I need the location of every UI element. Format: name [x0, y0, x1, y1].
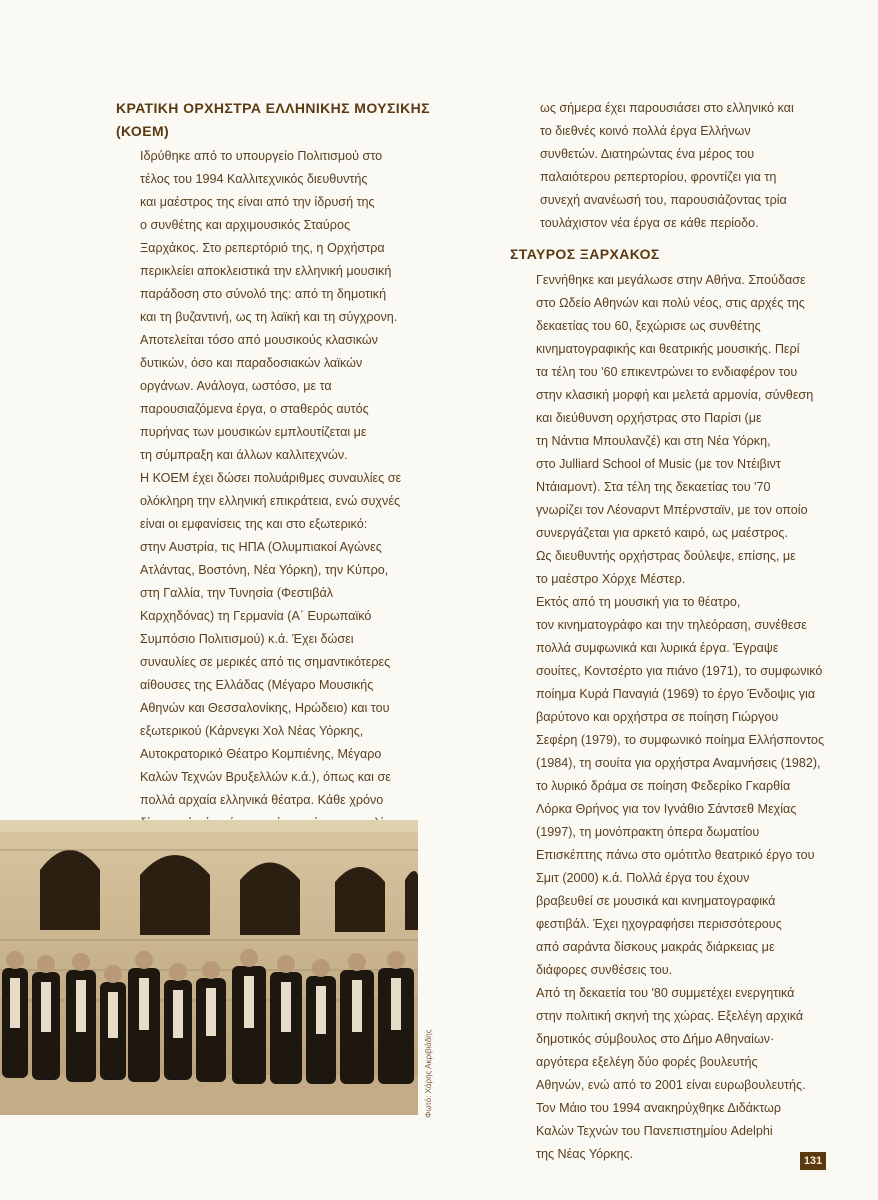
text-line: οργάνων. Ανάλογα, ωστόσο, με τα: [140, 379, 332, 393]
text-line: παράδοση στο σύνολό της: από τη δημοτική: [140, 287, 387, 301]
text-line: πολλά αρχαία ελληνικά θέατρα. Κάθε χρόνο: [140, 793, 384, 807]
text-line: Ξαρχάκος. Στο ρεπερτόριό της, η Ορχήστρα: [140, 241, 385, 255]
text-line: γνωρίζει τον Λέοναρντ Μπέρνσταϊν, με τον οποίο: [536, 503, 808, 517]
text-line: της Νέας Υόρκης.: [536, 1147, 634, 1161]
text-line: στην Αυστρία, τις ΗΠΑ (Ολυμπιακοί Αγώνες: [140, 540, 382, 554]
orchestra-photo-illustration: [0, 820, 418, 1115]
text-line: τη Νάντια Μπουλανζέ) και στη Νέα Υόρκη,: [536, 434, 771, 448]
text-line: είναι οι εμφανίσεις της και στο εξωτερικό:: [140, 517, 368, 531]
text-line: σουίτες, Κοντσέρτο για πιάνο (1971), το συμφωνικό: [536, 664, 823, 678]
text-line: τουλάχιστον νέα έργα σε κάθε περίοδο.: [540, 216, 759, 230]
text-line: Εκτός από τη μουσική για το θέατρο,: [536, 595, 741, 609]
text-line: Ντάιαμοντ). Στα τέλη της δεκαετίας του '70: [536, 480, 771, 494]
text-line: δυτικών, όσο και παραδοσιακών λαϊκών: [140, 356, 363, 370]
text-line: πυρήνας των μουσικών εμπλουτίζεται με: [140, 425, 367, 439]
text-line: το μαέστρο Χόρχε Μέστερ.: [536, 572, 686, 586]
photo-credit: Φωτό: Χάρης Ακριβιάδης: [424, 1029, 433, 1118]
text-line: στην κλασική μορφή και μελετά αρμονία, σύνθεση: [536, 388, 814, 402]
text-line: Καλών Τεχνών Βρυξελλών κ.ά.), όπως και σε: [140, 770, 391, 784]
text-line: φεστιβάλ. Έχει ηχογραφήσει περισσότερους: [536, 917, 782, 931]
text-line: Σμιτ (2000) κ.ά. Πολλά έργα του έχουν: [536, 871, 750, 885]
text-line: Επισκέπτης πάνω στο ομότιτλο θεατρικό έργο του: [536, 848, 815, 862]
text-line: Λόρκα Θρήνος για τον Ιγνάθιο Σάντσεθ Μεχίας: [536, 802, 797, 816]
text-line: δεκαετίας του 60, ξεχώρισε ως συνθέτης: [536, 319, 761, 333]
text-line: κινηματογραφικής και θεατρικής μουσικής. Περί: [536, 342, 800, 356]
text-line: παρουσιαζόμενα έργα, ο σταθερός αυτός: [140, 402, 369, 416]
xarchakos-biography-text: [536, 269, 830, 1166]
text-line: τον κινηματογράφο και την τηλεόραση, συνέθεσε: [536, 618, 807, 632]
text-line: Αθηνών, ενώ από το 2001 είναι ευρωβουλευτής.: [536, 1078, 806, 1092]
text-line: τέλος του 1994 Καλλιτεχνικός διευθυντής: [140, 172, 368, 186]
text-line: πολλά συμφωνικά και λυρικά έργα. Έγραψε: [536, 641, 779, 655]
text-line: στο Ωδείο Αθηνών και πολύ νέος, στις αρχές της: [536, 296, 805, 310]
koem-body-continuation: [540, 97, 830, 235]
text-line: και μαέστρος της είναι από την ίδρυσή της: [140, 195, 375, 209]
text-line: το διεθνές κοινό πολλά έργα Ελλήνων: [540, 124, 751, 138]
orchestra-photo: [0, 820, 418, 1115]
text-line: Ατλάντας, Βοστόνη, Νέα Υόρκη), την Κύπρο,: [140, 563, 389, 577]
text-line: διάφορες συνθέσεις του.: [536, 963, 673, 977]
text-line: (1984), τη σουίτα για ορχήστρα Αναμνήσεις (1982),: [536, 756, 821, 770]
text-line: Από τη δεκαετία του '80 συμμετέχει ενεργητικά: [536, 986, 795, 1000]
section-title-koem: [116, 97, 430, 143]
text-line: συναυλίες σε μερικές από τις σημαντικότερες: [140, 655, 391, 669]
text-line: Συμπόσιο Πολιτισμού) κ.ά. Έχει δώσει: [140, 632, 354, 646]
text-line: Αθηνών και Θεσσαλονίκης, Ηρώδειο) και του: [140, 701, 390, 715]
text-line: τα τέλη του '60 επικεντρώνει το ενδιαφέρον του: [536, 365, 798, 379]
text-line: τη σύμπραξη και άλλων καλλιτεχνών.: [140, 448, 348, 462]
section-title-line-2: (ΚΟΕΜ): [116, 123, 170, 139]
text-line: και διεύθυνση ορχήστρας στο Παρίσι (με: [536, 411, 762, 425]
text-line: Αυτοκρατορικό Θέατρο Κομπιένης, Μέγαρο: [140, 747, 382, 761]
text-line: περικλείει αποκλειστικά την ελληνική μουσική: [140, 264, 392, 278]
section-title-line-1: ΚΡΑΤΙΚΗ ΟΡΧΗΣΤΡΑ ΕΛΛΗΝΙΚΗΣ ΜΟΥΣΙΚΗΣ: [116, 100, 430, 116]
text-line: ο συνθέτης και αρχιμουσικός Σταύρος: [140, 218, 351, 232]
text-line: συνθετών. Διατηρώντας ένα μέρος του: [540, 147, 755, 161]
text-line: Σεφέρη (1979), το συμφωνικό ποίημα Ελλήσποντος: [536, 733, 825, 747]
text-line: Καλών Τεχνών του Πανεπιστημίου Adelphi: [536, 1124, 773, 1138]
text-line: αίθουσες της Ελλάδας (Μέγαρο Μουσικής: [140, 678, 374, 692]
text-line: συνεχή ανανέωσή του, παρουσιάζοντας τρία: [540, 193, 787, 207]
text-line: Γεννήθηκε και μεγάλωσε στην Αθήνα. Σπούδασε: [536, 273, 806, 287]
text-line: παλαιότερου ρεπερτορίου, φροντίζει για τη: [540, 170, 777, 184]
text-line: Τον Μάιο του 1994 ανακηρύχθηκε Διδάκτωρ: [536, 1101, 782, 1115]
text-line: το λυρικό δράμα σε ποίηση Φεδερίκο Γκαρθία: [536, 779, 791, 793]
text-line: αργότερα εξελέγη δύο φορές βουλευτής: [536, 1055, 758, 1069]
section-title-xarchakos: ΣΤΑΥΡΟΣ ΞΑΡΧΑΚΟΣ: [510, 246, 660, 262]
text-line: στην πολιτική σκηνή της χώρας. Εξελέγη αρχικά: [536, 1009, 804, 1023]
text-line: ποίημα Κυρά Παναγιά (1969) το έργο Ένδοψις για: [536, 687, 816, 701]
text-line: Καρχηδόνας) τη Γερμανία (Α΄ Ευρωπαϊκό: [140, 609, 372, 623]
page-number: 131: [800, 1152, 826, 1170]
text-line: συνεργάζεται για αρκετό καιρό, ως μαέστρος.: [536, 526, 788, 540]
text-line: εξωτερικού (Κάρνεγκι Χολ Νέας Υόρκης,: [140, 724, 364, 738]
text-line: δημοτικός σύμβουλος στο Δήμο Αθηναίων·: [536, 1032, 775, 1046]
text-line: ως σήμερα έχει παρουσιάσει στο ελληνικό και: [540, 101, 794, 115]
text-line: στο Julliard School of Music (με τον Ντέιβιντ: [536, 457, 781, 471]
text-line: και τη βυζαντινή, ως τη λαϊκή και τη σύγχρονη.: [140, 310, 398, 324]
text-line: Ιδρύθηκε από το υπουργείο Πολιτισμού στο: [140, 149, 383, 163]
text-line: Ως διευθυντής ορχήστρας δούλεψε, επίσης, με: [536, 549, 796, 563]
text-line: (1997), τη μονόπρακτη όπερα δωματίου: [536, 825, 760, 839]
text-line: Η ΚΟΕΜ έχει δώσει πολυάριθμες συναυλίες σε: [140, 471, 402, 485]
text-line: βαρύτονο και ορχήστρα σε ποίηση Γιώργου: [536, 710, 779, 724]
koem-body-text: [140, 145, 415, 835]
text-line: ολόκληρη την ελληνική επικράτεια, ενώ συχνές: [140, 494, 401, 508]
text-line: στη Γαλλία, την Τυνησία (Φεστιβάλ: [140, 586, 334, 600]
text-line: από σαράντα δίσκους μακράς διάρκειας με: [536, 940, 775, 954]
text-line: βραβευθεί σε μουσικά και κινηματογραφικά: [536, 894, 776, 908]
text-line: Αποτελείται τόσο από μουσικούς κλασικών: [140, 333, 378, 347]
